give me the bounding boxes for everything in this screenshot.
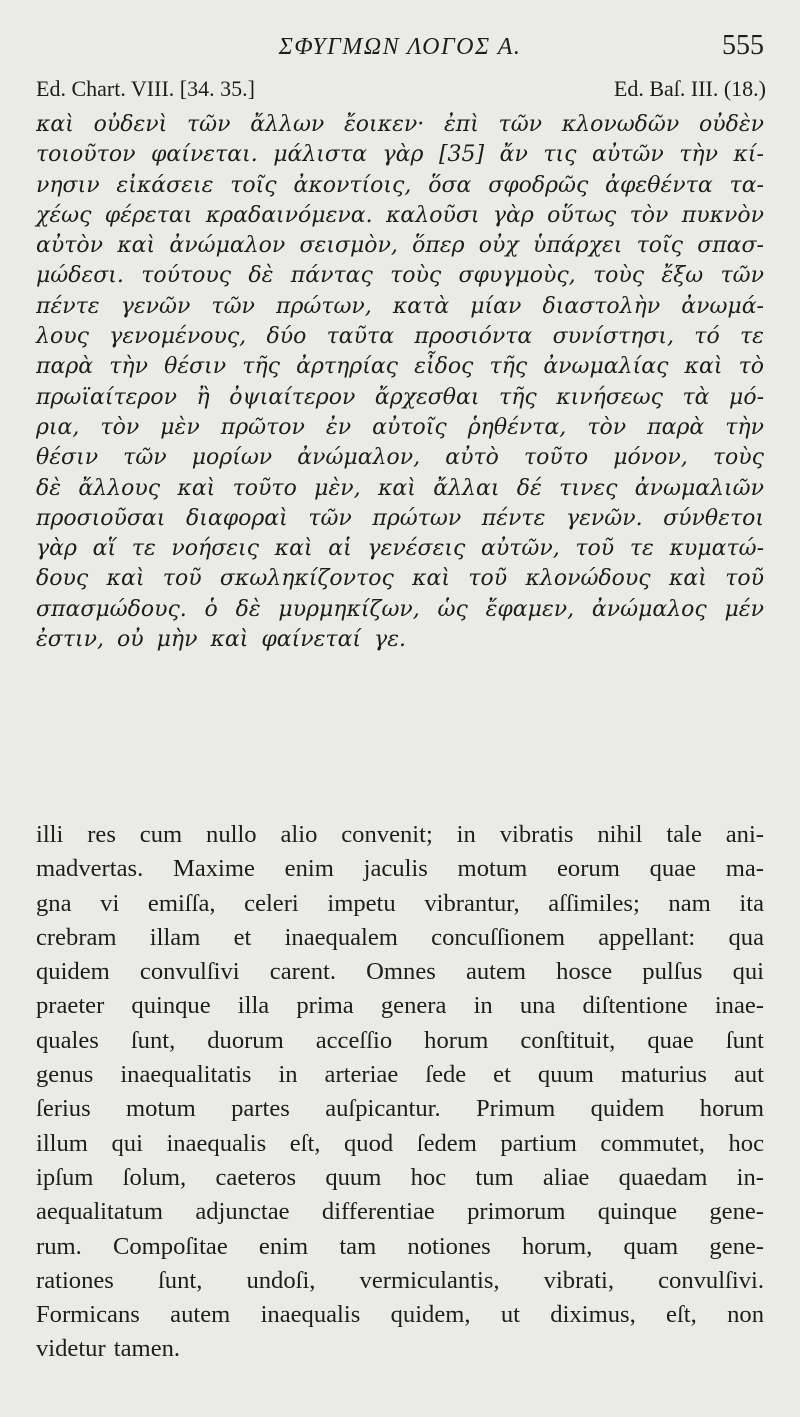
greek-line: ἐστιν, οὐ μὴν καὶ φαίνεταί γε. <box>36 627 407 653</box>
greek-text-block <box>36 110 764 655</box>
greek-line: προσιοῦσαι διαφοραὶ τῶν πρώτων πέντε γενῶν. σύνθετοι <box>36 505 764 531</box>
latin-line: quidem convulſivi carent. Omnes autem hosce pulſus qui <box>36 958 764 986</box>
edition-reference-line <box>36 76 766 108</box>
greek-line: δὲ ἄλλους καὶ τοῦτο μὲν, καὶ ἄλλαι δέ τινες ἀνωμαλιῶν <box>36 475 764 501</box>
edition-basel-reference: Ed. Baſ. III. (18.) <box>613 76 766 101</box>
latin-line: rationes ſunt, undoſi, vermiculantis, vibrati, convulſivi. <box>36 1266 764 1294</box>
greek-line: γὰρ αἵ τε νοήσεις καὶ αἱ γενέσεις αὐτῶν, τοῦ τε κυματώ- <box>36 536 764 562</box>
greek-line: θέσιν τῶν μορίων ἀνώμαλον, αὐτὸ τοῦτο μόνον, τοὺς <box>36 445 764 471</box>
greek-line: τοιοῦτον φαίνεται. μάλιστα γὰρ [35] ἄν τις αὐτῶν τὴν κί- <box>36 142 764 168</box>
latin-line: quales ſunt, duorum acceſſio horum conſtituit, quae ſunt <box>36 1026 764 1054</box>
running-head <box>36 28 764 68</box>
greek-line: χέως φέρεται κραδαινόμενα. καλοῦσι γὰρ οὕτως τὸν πυκνὸν <box>36 202 764 228</box>
greek-line: λους γενομένους, δύο ταῦτα προσιόντα συνίστησι, τό τε <box>36 324 764 350</box>
greek-line: παρὰ τὴν θέσιν τῆς ἀρτηρίας εἶδος τῆς ἀνωμαλίας καὶ τὸ <box>36 354 764 380</box>
latin-line: Formicans autem inaequalis quidem, ut diximus, eſt, non <box>36 1301 764 1329</box>
latin-line: ſerius motum partes auſpicantur. Primum quidem horum <box>36 1095 764 1123</box>
latin-line: ipſum ſolum, caeteros quum hoc tum aliae quaedam in- <box>36 1163 764 1191</box>
latin-line: genus inaequalitatis in arteriae ſede et quum maturius aut <box>36 1061 764 1089</box>
latin-line: praeter quinque illa prima genera in una diſtentione inae- <box>36 992 764 1020</box>
greek-line: πέντε γενῶν τῶν πρώτων, κατὰ μίαν διαστολὴν ἀνωμά- <box>36 293 764 319</box>
latin-line: madvertas. Maxime enim jaculis motum eorum quae ma- <box>36 855 764 883</box>
greek-line: νησιν εἰκάσειε τοῖς ἀκοντίοις, ὅσα σφοδρῶς ἀφεθέντα τα- <box>36 172 764 198</box>
latin-text-block <box>36 818 764 1367</box>
greek-line: ρια, τὸν μὲν πρῶτον ἐν αὐτοῖς ῥηθέντα, τὸν παρὰ τὴν <box>36 414 764 440</box>
latin-line: illi res cum nullo alio convenit; in vibratis nihil tale ani- <box>36 821 764 848</box>
greek-line: αὐτὸν καὶ ἀνώμαλον σεισμὸν, ὅπερ οὐχ ὑπάρχει τοῖς σπασ- <box>36 233 764 259</box>
greek-line: δους καὶ τοῦ σκωληκίζοντος καὶ τοῦ κλονώδους καὶ τοῦ <box>36 566 764 592</box>
latin-line: aequalitatum adjunctae differentiae primorum quinque gene- <box>36 1198 764 1226</box>
running-title: ΣΦΥΓΜΩΝ ΛΟΓΟΣ Α. <box>278 34 522 60</box>
latin-line: gna vi emiſſa, celeri impetu vibrantur, aſſimiles; nam ita <box>36 889 764 917</box>
greek-line: καὶ οὐδενὶ τῶν ἄλλων ἔοικεν· ἐπὶ τῶν κλονωδῶν οὐδὲν <box>36 112 764 137</box>
greek-line: σπασμώδους. ὁ δὲ μυρμηκίζων, ὡς ἔφαμεν, ἀνώμαλος μέν <box>36 596 764 622</box>
latin-line: crebram illam et inaequalem concuſſionem appellant: qua <box>36 923 764 951</box>
greek-line: μώδεσι. τούτους δὲ πάντας τοὺς σφυγμοὺς, τοὺς ἔξω τῶν <box>36 263 764 289</box>
latin-line: rum. Compoſitae enim tam notiones horum, quam gene- <box>36 1232 764 1260</box>
latin-line: videtur tamen. <box>36 1335 181 1363</box>
latin-line: illum qui inaequalis eſt, quod ſedem partium commutet, hoc <box>36 1129 764 1157</box>
page-number: 555 <box>722 30 764 61</box>
edition-chart-reference: Ed. Chart. VIII. [34. 35.] <box>36 76 255 101</box>
greek-line: πρωϊαίτερον ἢ ὀψιαίτερον ἄρχεσθαι τῆς κινήσεως τὰ μό- <box>36 384 764 410</box>
